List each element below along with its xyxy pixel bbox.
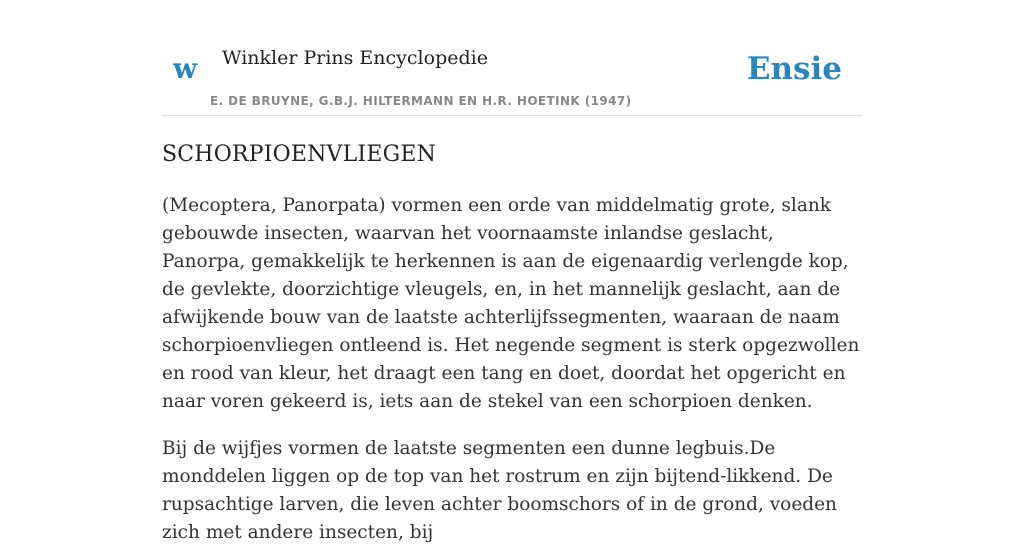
- source-authors: E. DE BRUYNE, G.B.J. HILTERMANN EN H.R. HOETINK (1947): [210, 94, 632, 108]
- article-headword: SCHORPIOENVLIEGEN: [162, 142, 437, 167]
- article-body: [162, 140, 862, 547]
- winkler-prins-logo[interactable]: w: [173, 52, 198, 85]
- page-header: [162, 0, 862, 116]
- source-title[interactable]: Winkler Prins Encyclopedie: [222, 47, 488, 69]
- article-paragraph-1: (Mecoptera, Panorpata) vormen een orde van middelmatig grote, slank gebouwde insecten, waarvan het voornaamste inlandse geslacht, Panorpa, gemakkelijk te herkennen is aan de eigenaardig verlengde kop, de gevlekte, doorzichtige vleugels, en, in het mannelijk geslacht, aan de afwijkende bouw van de laatste achterlijfssegmenten, waaraan de naam schorpioenvliegen ontleend is. Het negende segment is sterk opgezwollen en rood van kleur, het draagt een tang en doet, doordat het opgericht en naar voren gekeerd is, iets aan de stekel van een schorpioen denken.: [162, 195, 860, 412]
- ensie-logo[interactable]: Ensie: [746, 51, 842, 87]
- article-paragraph-2: Bij de wijfjes vormen de laatste segmenten een dunne legbuis.De monddelen liggen op de top van het rostrum en zijn bijtend-likkend. De rupsachtige larven, die leven achter boomschors of in de grond, voeden zich met andere insecten, bij: [162, 438, 837, 543]
